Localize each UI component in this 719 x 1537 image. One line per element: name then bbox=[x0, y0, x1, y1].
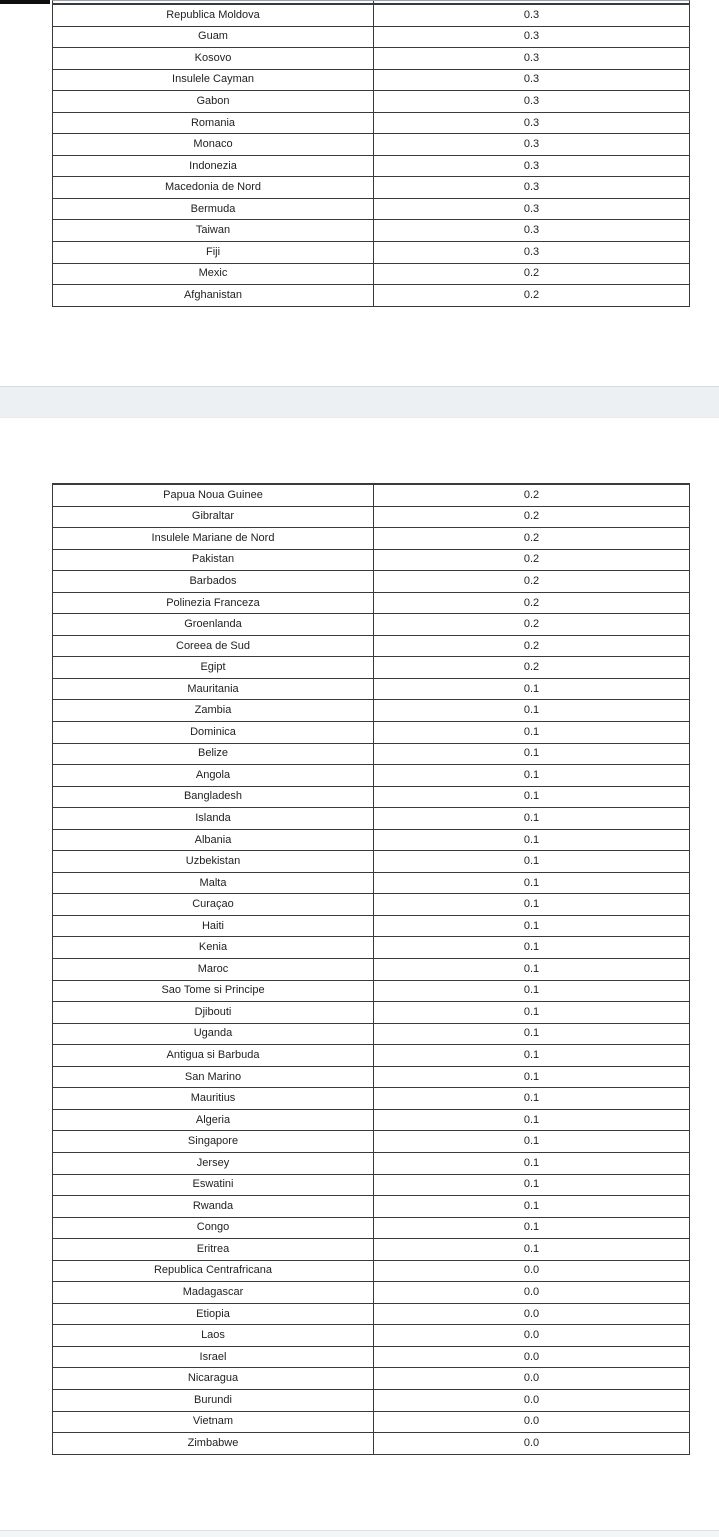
value-cell: 0.1 bbox=[523, 876, 540, 889]
value-cell: 0.1 bbox=[523, 790, 540, 803]
country-cell: Malta bbox=[53, 873, 374, 894]
country-cell: Djibouti bbox=[53, 1002, 374, 1023]
value-cell: 0.2 bbox=[523, 661, 540, 674]
table-row bbox=[53, 47, 689, 69]
table-row bbox=[53, 1303, 689, 1325]
country-cell: Congo bbox=[53, 1218, 374, 1239]
country-cell: Kenia bbox=[53, 937, 374, 958]
table-row bbox=[53, 635, 689, 657]
table-row bbox=[53, 678, 689, 700]
table-row bbox=[53, 980, 689, 1002]
table-row bbox=[53, 1260, 689, 1282]
country-cell: Burundi bbox=[53, 1390, 374, 1411]
value-cell: 0.1 bbox=[523, 1005, 540, 1018]
table-row bbox=[53, 1087, 689, 1109]
country-cell: Bermuda bbox=[53, 199, 374, 220]
table-row bbox=[53, 176, 689, 198]
country-cell: Pakistan bbox=[53, 550, 374, 571]
value-cell: 0.1 bbox=[523, 919, 540, 932]
country-cell: Algeria bbox=[53, 1110, 374, 1131]
value-cell: 0.1 bbox=[523, 1113, 540, 1126]
table-row bbox=[53, 699, 689, 721]
table-row bbox=[53, 549, 689, 571]
value-cell: 0.3 bbox=[523, 202, 540, 215]
value-cell: 0.2 bbox=[523, 574, 540, 587]
country-cell: Republica Centrafricana bbox=[53, 1261, 374, 1282]
value-cell: 0.2 bbox=[523, 288, 540, 301]
value-cell: 0.2 bbox=[523, 596, 540, 609]
value-cell: 0.3 bbox=[523, 73, 540, 86]
value-cell: 0.3 bbox=[523, 224, 540, 237]
table-row bbox=[53, 721, 689, 743]
country-cell: Mexic bbox=[53, 264, 374, 285]
value-cell: 0.3 bbox=[523, 94, 540, 107]
country-cell: Macedonia de Nord bbox=[53, 177, 374, 198]
table-row bbox=[53, 1066, 689, 1088]
value-cell: 0.2 bbox=[523, 531, 540, 544]
table-row bbox=[53, 1346, 689, 1368]
value-cell: 0.1 bbox=[523, 1199, 540, 1212]
country-cell: Mauritius bbox=[53, 1088, 374, 1109]
country-cell: Uganda bbox=[53, 1024, 374, 1045]
country-cell: Mauritania bbox=[53, 679, 374, 700]
table-row bbox=[53, 936, 689, 958]
value-cell: 0.1 bbox=[523, 984, 540, 997]
clipped-row-remnant bbox=[52, 0, 690, 3]
column-divider bbox=[373, 1, 374, 3]
country-cell: Nicaragua bbox=[53, 1368, 374, 1389]
table-row bbox=[53, 613, 689, 635]
table-row bbox=[53, 69, 689, 91]
value-cell: 0.3 bbox=[523, 8, 540, 21]
country-cell: Curaçao bbox=[53, 894, 374, 915]
table-row bbox=[53, 219, 689, 241]
value-cell: 0.0 bbox=[523, 1393, 540, 1406]
country-cell: Guam bbox=[53, 27, 374, 48]
table-row bbox=[53, 743, 689, 765]
country-cell: Monaco bbox=[53, 134, 374, 155]
page-break-gap bbox=[0, 386, 719, 418]
table-row bbox=[53, 1367, 689, 1389]
value-cell: 0.3 bbox=[523, 116, 540, 129]
country-cell: Jersey bbox=[53, 1153, 374, 1174]
table-row bbox=[53, 506, 689, 528]
value-cell: 0.1 bbox=[523, 811, 540, 824]
value-cell: 0.0 bbox=[523, 1372, 540, 1385]
country-cell: Zimbabwe bbox=[53, 1433, 374, 1454]
country-cell: Romania bbox=[53, 113, 374, 134]
table-row bbox=[53, 90, 689, 112]
country-cell: Madagascar bbox=[53, 1282, 374, 1303]
value-cell: 0.1 bbox=[523, 1221, 540, 1234]
table-row bbox=[53, 764, 689, 786]
table-row bbox=[53, 26, 689, 48]
table-row bbox=[53, 241, 689, 263]
country-cell: Kosovo bbox=[53, 48, 374, 69]
value-cell: 0.0 bbox=[523, 1436, 540, 1449]
value-cell: 0.0 bbox=[523, 1329, 540, 1342]
table-row bbox=[53, 1432, 689, 1454]
table-row bbox=[53, 1152, 689, 1174]
page-2-table bbox=[52, 483, 690, 1455]
table-row bbox=[53, 1281, 689, 1303]
value-cell: 0.0 bbox=[523, 1307, 540, 1320]
country-cell: Israel bbox=[53, 1347, 374, 1368]
table-row bbox=[53, 656, 689, 678]
country-cell: Vietnam bbox=[53, 1412, 374, 1433]
value-cell: 0.1 bbox=[523, 1070, 540, 1083]
country-cell: Egipt bbox=[53, 657, 374, 678]
country-cell: Barbados bbox=[53, 571, 374, 592]
value-cell: 0.1 bbox=[523, 1027, 540, 1040]
value-cell: 0.3 bbox=[523, 138, 540, 151]
country-cell: Polinezia Franceza bbox=[53, 593, 374, 614]
table-row bbox=[53, 872, 689, 894]
value-cell: 0.2 bbox=[523, 267, 540, 280]
table-row bbox=[53, 1001, 689, 1023]
value-cell: 0.3 bbox=[523, 159, 540, 172]
value-cell: 0.3 bbox=[523, 30, 540, 43]
table-row bbox=[53, 112, 689, 134]
table-row bbox=[53, 592, 689, 614]
country-cell: Sao Tome si Principe bbox=[53, 981, 374, 1002]
value-cell: 0.2 bbox=[523, 510, 540, 523]
table-row bbox=[53, 1238, 689, 1260]
table-row bbox=[53, 198, 689, 220]
table-row bbox=[53, 850, 689, 872]
country-cell: San Marino bbox=[53, 1067, 374, 1088]
value-cell: 0.0 bbox=[523, 1350, 540, 1363]
country-cell: Gibraltar bbox=[53, 507, 374, 528]
country-cell: Maroc bbox=[53, 959, 374, 980]
country-cell: Bangladesh bbox=[53, 787, 374, 808]
value-cell: 0.1 bbox=[523, 941, 540, 954]
table-row bbox=[53, 1411, 689, 1433]
value-cell: 0.2 bbox=[523, 488, 540, 501]
country-cell: Coreea de Sud bbox=[53, 636, 374, 657]
value-cell: 0.0 bbox=[523, 1415, 540, 1428]
value-cell: 0.0 bbox=[523, 1286, 540, 1298]
table-row bbox=[53, 133, 689, 155]
value-cell: 0.1 bbox=[523, 962, 540, 975]
table-row bbox=[53, 807, 689, 829]
value-cell: 0.1 bbox=[523, 725, 540, 738]
value-cell: 0.3 bbox=[523, 245, 540, 258]
page-1-table bbox=[52, 0, 690, 307]
country-cell: Gabon bbox=[53, 91, 374, 112]
table-row bbox=[53, 958, 689, 980]
page-1-table-body bbox=[52, 3, 690, 307]
value-cell: 0.1 bbox=[523, 898, 540, 911]
country-cell: Insulele Cayman bbox=[53, 70, 374, 91]
value-cell: 0.1 bbox=[523, 1156, 540, 1169]
value-cell: 0.1 bbox=[523, 1092, 540, 1105]
table-row bbox=[53, 155, 689, 177]
country-cell: Afghanistan bbox=[53, 285, 374, 306]
value-cell: 0.1 bbox=[523, 1048, 540, 1061]
country-cell: Haiti bbox=[53, 916, 374, 937]
country-cell: Taiwan bbox=[53, 220, 374, 241]
country-cell: Zambia bbox=[53, 700, 374, 721]
table-row bbox=[53, 1023, 689, 1045]
country-cell: Insulele Mariane de Nord bbox=[53, 528, 374, 549]
country-cell: Laos bbox=[53, 1325, 374, 1346]
table-row bbox=[53, 527, 689, 549]
country-cell: Dominica bbox=[53, 722, 374, 743]
country-cell: Republica Moldova bbox=[53, 5, 374, 26]
country-cell: Eswatini bbox=[53, 1175, 374, 1196]
value-cell: 0.1 bbox=[523, 833, 540, 846]
value-cell: 0.2 bbox=[523, 639, 540, 652]
value-cell: 0.1 bbox=[523, 1242, 540, 1255]
country-cell: Papua Noua Guinee bbox=[53, 485, 374, 506]
country-cell: Islanda bbox=[53, 808, 374, 829]
table-row bbox=[53, 263, 689, 285]
country-cell: Indonezia bbox=[53, 156, 374, 177]
table-row bbox=[53, 1174, 689, 1196]
value-cell: 0.1 bbox=[523, 747, 540, 760]
table-row bbox=[53, 1195, 689, 1217]
country-cell: Uzbekistan bbox=[53, 851, 374, 872]
value-cell: 0.2 bbox=[523, 553, 540, 566]
country-cell: Etiopia bbox=[53, 1304, 374, 1325]
table-row bbox=[53, 786, 689, 808]
value-cell: 0.1 bbox=[523, 855, 540, 868]
table-row bbox=[53, 829, 689, 851]
table-row bbox=[53, 1217, 689, 1239]
country-cell: Angola bbox=[53, 765, 374, 786]
country-cell: Belize bbox=[53, 744, 374, 765]
table-row bbox=[53, 1324, 689, 1346]
country-cell: Rwanda bbox=[53, 1196, 374, 1217]
country-cell: Albania bbox=[53, 830, 374, 851]
page-edge-strip bbox=[0, 1530, 719, 1537]
table-row bbox=[53, 570, 689, 592]
value-cell: 0.3 bbox=[523, 51, 540, 64]
country-cell: Eritrea bbox=[53, 1239, 374, 1260]
value-cell: 0.0 bbox=[523, 1264, 540, 1277]
table-row bbox=[53, 284, 689, 306]
table-row bbox=[53, 4, 689, 26]
value-cell: 0.1 bbox=[523, 768, 540, 781]
value-cell: 0.2 bbox=[523, 618, 540, 631]
country-cell: Antigua si Barbuda bbox=[53, 1045, 374, 1066]
table-row bbox=[53, 1109, 689, 1131]
table-row bbox=[53, 915, 689, 937]
value-cell: 0.3 bbox=[523, 181, 540, 194]
value-cell: 0.1 bbox=[523, 1178, 540, 1191]
table-row bbox=[53, 484, 689, 506]
page-2-table-body bbox=[52, 483, 690, 1455]
table-row bbox=[53, 893, 689, 915]
value-cell: 0.1 bbox=[523, 1135, 540, 1148]
value-cell: 0.1 bbox=[523, 682, 540, 695]
table-row bbox=[53, 1044, 689, 1066]
clipped-element-edge bbox=[0, 0, 50, 4]
table-row bbox=[53, 1130, 689, 1152]
country-cell: Groenlanda bbox=[53, 614, 374, 635]
country-cell: Fiji bbox=[53, 242, 374, 263]
table-row bbox=[53, 1389, 689, 1411]
country-cell: Singapore bbox=[53, 1131, 374, 1152]
value-cell: 0.1 bbox=[523, 704, 540, 717]
